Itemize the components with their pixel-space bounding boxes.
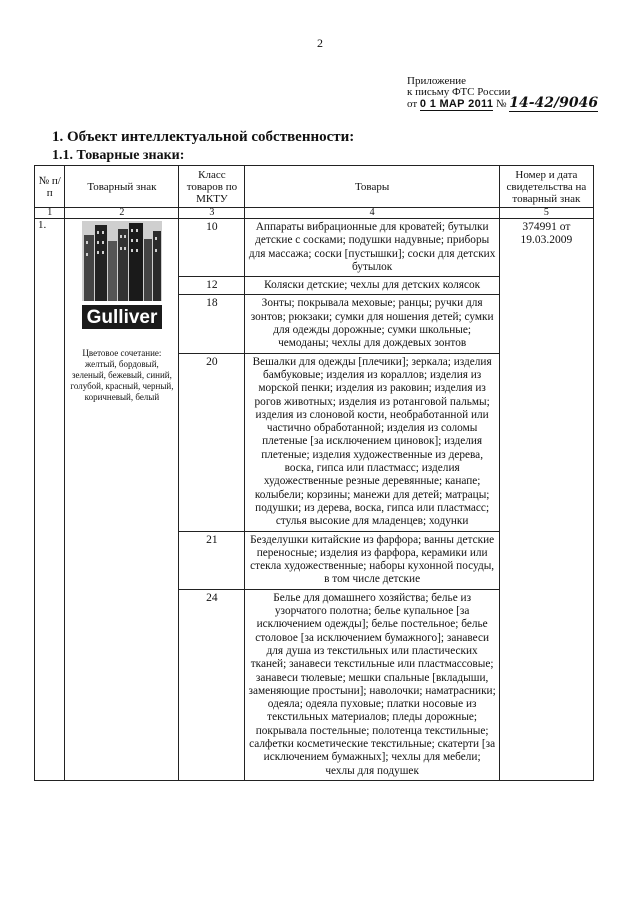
header-trademark: Товарный знак bbox=[65, 166, 179, 208]
class-number: 21 bbox=[179, 531, 245, 589]
col-number: 2 bbox=[65, 208, 179, 219]
date-stamp: 0 1 МАР 2011 bbox=[419, 98, 494, 110]
attachment-letter-ref: к письму ФТС России bbox=[407, 86, 511, 98]
number-prefix: № bbox=[495, 98, 507, 110]
logo-text: Gulliver bbox=[86, 307, 158, 328]
subsection-title: 1.1. Товарные знаки: bbox=[52, 148, 185, 163]
trademark-table bbox=[34, 165, 594, 781]
page-number: 2 bbox=[317, 36, 323, 50]
goods-list: Вешалки для одежды [плечики]; зеркала; изделия бамбуковые; изделия из кораллов; изделия из морской пенки; изделия из раковин; изделия из рогов животных; изделия из ротанговой пальмы; изделия из слоновой кости, необработанной или частично обработанной; изделия из соломы плетеные [за исключением циновок]; изделия плетеные; изделия художественные из дерева, воска, гипса или пластмасс; изделия художественные резные деревянные; канапе; колыбели; корзины; манежи для детей; матрацы; подушки; из дерева, воска, гипса или пластмасс; стулья высокие для младенцев; ходунки bbox=[245, 353, 499, 531]
gulliver-logo bbox=[82, 221, 162, 334]
col-number: 5 bbox=[499, 208, 593, 219]
logo-buildings-image bbox=[82, 221, 162, 331]
column-number-row bbox=[35, 208, 594, 219]
goods-list: Аппараты вибрационные для кроватей; бутылки детские с сосками; подушки надувные; приборы для массажа; соски [пустышки]; соски для детских бутылок bbox=[245, 219, 499, 277]
goods-list: Безделушки китайские из фарфора; ванны детские переносные; изделия из фарфора, керамики или стекла художественные; наборы кухонной посуды, в том числе детские bbox=[245, 531, 499, 589]
header-class: Класс товаров по МКТУ bbox=[179, 166, 245, 208]
attachment-block bbox=[407, 76, 598, 114]
class-number: 24 bbox=[179, 589, 245, 780]
col-number: 4 bbox=[245, 208, 499, 219]
row-number: 1. bbox=[35, 219, 65, 781]
trademark-cell bbox=[65, 219, 179, 781]
goods-list: Коляски детские; чехлы для детских колясок bbox=[245, 277, 499, 295]
table-row bbox=[35, 219, 594, 277]
attachment-date-number-line bbox=[407, 95, 599, 114]
class-number: 10 bbox=[179, 219, 245, 277]
header-certificate: Номер и дата свидетельства на товарный знак bbox=[499, 166, 593, 208]
header-goods: Товары bbox=[245, 166, 499, 208]
from-prefix: от bbox=[407, 98, 418, 110]
class-number: 18 bbox=[179, 295, 245, 353]
class-number: 12 bbox=[179, 277, 245, 295]
class-number: 20 bbox=[179, 353, 245, 531]
attachment-label: Приложение bbox=[407, 75, 467, 87]
table-header-row bbox=[35, 166, 594, 208]
handwritten-letter-number: 14-42/9046 bbox=[509, 95, 599, 111]
col-number: 3 bbox=[179, 208, 245, 219]
color-combination: Цветовое сочетание: желтый, бордовый, зеленый, бежевый, синий, голубой, красный, черный, коричневый, белый bbox=[70, 348, 174, 402]
goods-list: Белье для домашнего хозяйства; белье из узорчатого полотна; белье купальное [за исключением одежды]; белье постельное; белье столовое [за исключением бумажного]; занавеси для душа из текстильных или пластических тканей; занавеси текстильные или пластмассовые; занавеси тюлевые; мешки спальные [вкладыши, заменяющие простыни]; наволочки; наматрасники; одеяла; одеяла пуховые; платки носовые из текстильных материалов; пледы дорожные; покрывала постельные; полотенца текстильные; салфетки косметические текстильные; скатерти [за исключением бумажных]; чехлы для мебели; чехлы для подушек bbox=[245, 589, 499, 780]
header-num: № п/п bbox=[35, 166, 65, 208]
col-number: 1 bbox=[35, 208, 65, 219]
certificate-number-date: 374991 от 19.03.2009 bbox=[499, 219, 593, 781]
section-title: 1. Объект интеллектуальной собственности: bbox=[52, 129, 355, 145]
goods-list: Зонты; покрывала меховые; ранцы; ручки для зонтов; рюкзаки; сумки для ношения детей; сумки для одежды дорожные; сумки школьные; чемоданы; чехлы для дождевых зонтов bbox=[245, 295, 499, 353]
